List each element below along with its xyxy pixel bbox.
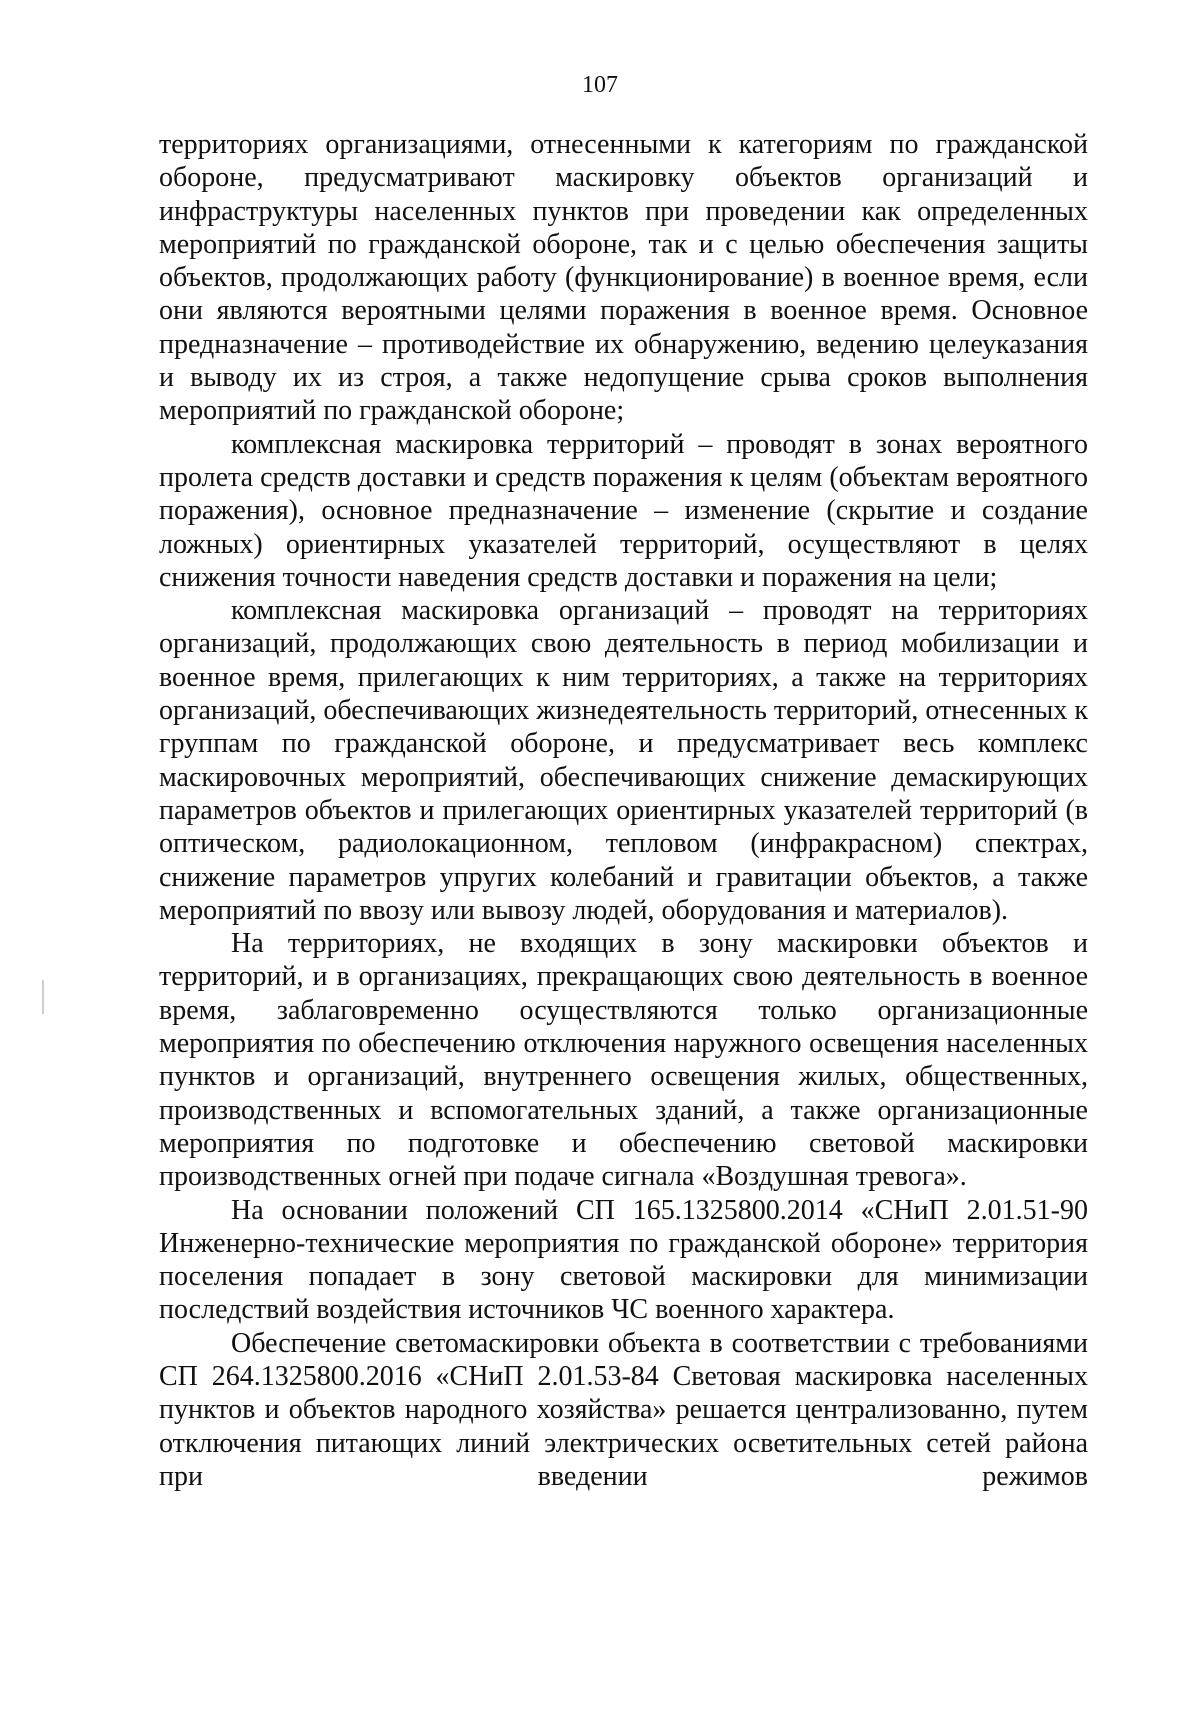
body-text	[159, 128, 1088, 1493]
paragraph: комплексная маскировка территорий – проводят в зонах вероятного пролета средств доставки и средств поражения к целям (объектам вероятного поражения), основное предназначение – изменение (скрытие и создание ложных) ориентирных указателей территорий, осуществляют в целях снижения точности наведения средств доставки и поражения на цели;	[159, 428, 1088, 593]
scan-margin-mark	[42, 980, 44, 1014]
page-number: 107	[582, 72, 618, 98]
paragraph: На основании положений СП 165.1325800.2014 «СНиП 2.01.51-90 Инженерно-технические мероприятия по гражданской обороне» территория поселения попадает в зону световой маскировки для минимизации последствий воздействия источников ЧС военного характера.	[159, 1194, 1088, 1326]
paragraph: комплексная маскировка организаций – проводят на территориях организаций, продолжающих свою деятельность в период мобилизации и военное время, прилегающих к ним территориях, а также на территориях организаций, обеспечивающих жизнедеятельность территорий, отнесенных к группам по гражданской обороне, и предусматривает весь комплекс маскировочных мероприятий, обеспечивающих снижение демаскирующих параметров объектов и прилегающих ориентирных указателей территорий (в оптическом, радиолокационном, тепловом (инфракрасном) спектрах, снижение параметров упругих колебаний и гравитации объектов, а также мероприятий по ввозу или вывозу людей, оборудования и материалов).	[159, 595, 1088, 926]
paragraph: Обеспечение светомаскировки объекта в соответствии с требованиями СП 264.1325800.2016 «СНиП 2.01.53-84 Световая маскировка населенных пунктов и объектов народного хозяйства» решается централизованно, путем отключения питающих линий электрических осветительных сетей района при введении режимов	[159, 1327, 1088, 1492]
paragraph: На территориях, не входящих в зону маскировки объектов и территорий, и в организациях, прекращающих свою деятельность в военное время, заблаговременно осуществляются только организационные мероприятия по обеспечению отключения наружного освещения населенных пунктов и организаций, внутреннего освещения жилых, общественных, производственных и вспомогательных зданий, а также организационные мероприятия по подготовке и обеспечению световой маскировки производственных огней при подаче сигнала «Воздушная тревога».	[159, 928, 1088, 1193]
paragraph: территориях организациями, отнесенными к категориям по гражданской обороне, предусматривают маскировку объектов организаций и инфраструктуры населенных пунктов при проведении как определенных мероприятий по гражданской обороне, так и с целью обеспечения защиты объектов, продолжающих работу (функционирование) в военное время, если они являются вероятными целями поражения в военное время. Основное предназначение – противодействие их обнаружению, ведению целеуказания и выводу их из строя, а также недопущение срыва сроков выполнения мероприятий по гражданской обороне;	[159, 129, 1088, 427]
